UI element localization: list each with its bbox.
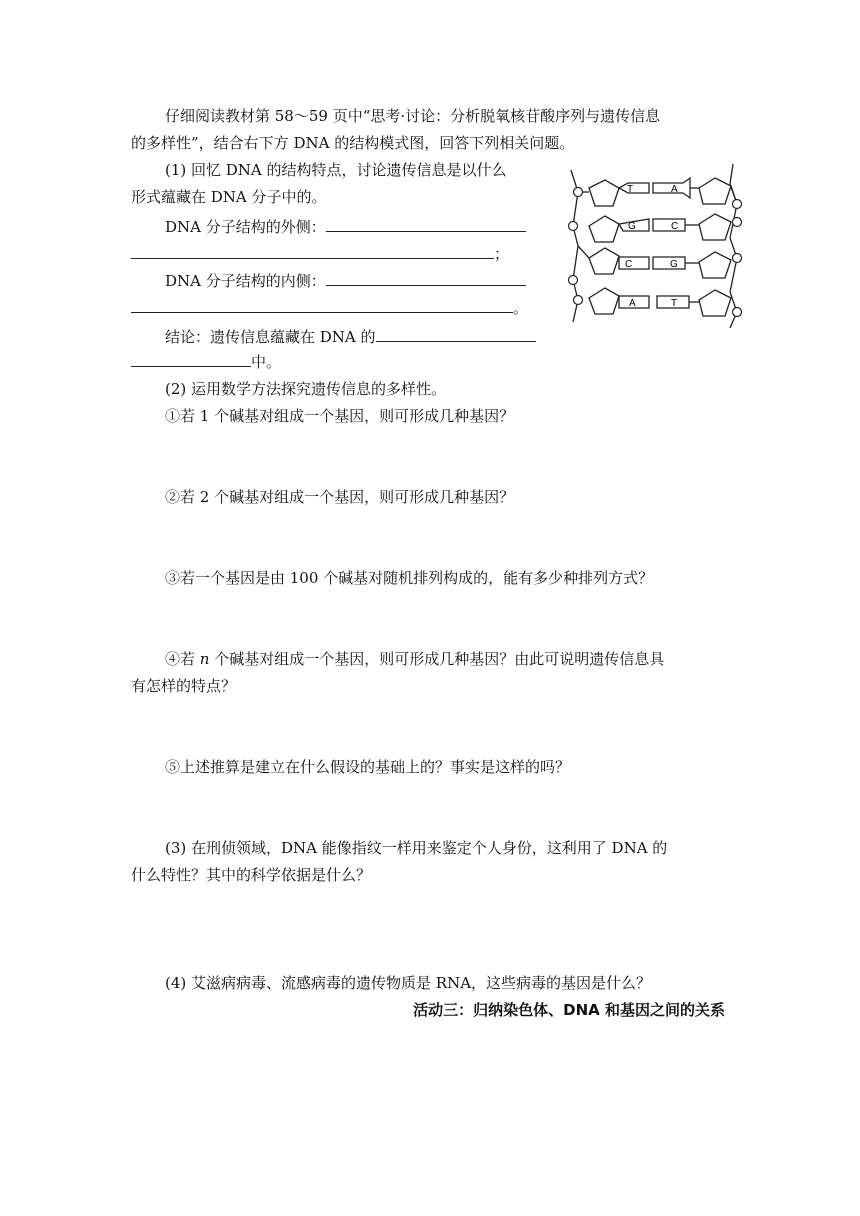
activity-heading: 活动三：归纳染色体、DNA 和基因之间的关系: [413, 1001, 725, 1019]
q1-conclusion-label: 结论：遗传信息蕴藏在 DNA 的: [165, 328, 376, 346]
phosphate-circle: [574, 296, 583, 305]
base-label-a: A: [629, 298, 636, 309]
q1-conclusion-row: [165, 326, 536, 348]
q1-conclusion-end: 中。: [251, 353, 282, 371]
q1-outer-blank-2[interactable]: [131, 243, 494, 259]
intro-line-2: 的多样性”，结合右下方 DNA 的结构模式图，回答下列相关问题。: [131, 134, 575, 152]
base-label-c: C: [625, 259, 633, 270]
q1-inner-row-2: [131, 297, 528, 319]
q1-conclusion-blank-2[interactable]: [131, 351, 251, 367]
q1-conclusion-blank-1[interactable]: [376, 326, 536, 342]
base-pair-row-1: [578, 178, 737, 206]
phosphate-circle: [733, 218, 742, 227]
base-label-t: T: [671, 298, 678, 309]
q2-sub-3: ③若一个基因是由 100 个碱基对随机排列构成的，能有多少种排列方式？: [165, 569, 654, 587]
q1-inner-label: DNA 分子结构的内侧：: [165, 272, 326, 290]
q4-line-1: (4) 艾滋病病毒、流感病毒的遗传物质是 RNA，这些病毒的基因是什么？: [165, 974, 652, 992]
q1-outer-row-2: [131, 243, 509, 265]
q3-line-2: 什么特性？其中的科学依据是什么？: [131, 866, 372, 884]
phosphate-circle: [569, 222, 578, 231]
q1-line-1: (1) 回忆 DNA 的结构特点，讨论遗传信息是以什么: [165, 161, 507, 179]
base-label-c: C: [671, 221, 679, 232]
base-pair-row-3: [578, 246, 731, 278]
q1-outer-blank-1[interactable]: [326, 216, 526, 232]
q1-inner-end: 。: [513, 299, 529, 317]
q1-outer-row: [165, 216, 526, 238]
q1-line-2: 形式蕴藏在 DNA 分子中的。: [131, 188, 327, 206]
base-label-g: G: [670, 259, 678, 270]
q2-sub-4-variable: n: [199, 650, 210, 668]
base-label-a: A: [671, 184, 678, 195]
base-pair-row-2: [589, 214, 731, 242]
q1-conclusion-row-2: [131, 351, 281, 373]
base-pair-row-4: [589, 288, 731, 316]
q2-sub-4: [165, 648, 664, 670]
q2-title: (2) 运用数学方法探究遗传信息的多样性。: [165, 380, 447, 398]
q2-sub-4-text: 个碱基对组成一个基因，则可形成几种基因？由此可说明遗传信息具: [209, 650, 665, 668]
q2-sub-4-prefix: ④若: [165, 650, 200, 668]
q1-inner-blank-2[interactable]: [131, 297, 513, 313]
dna-structure-diagram: [553, 158, 753, 338]
phosphate-circle: [733, 200, 742, 209]
q2-sub-5: ⑤上述推算是建立在什么假设的基础上的？事实是这样的吗？: [165, 758, 571, 776]
q2-sub-1: ①若 1 个碱基对组成一个基因，则可形成几种基因？: [165, 407, 515, 425]
q1-outer-end: ；: [494, 245, 510, 263]
intro-line-1: 仔细阅读教材第 58～59 页中“思考·讨论：分析脱氧核苷酸序列与遗传信息: [165, 107, 661, 125]
q2-sub-2: ②若 2 个碱基对组成一个基因，则可形成几种基因？: [165, 488, 515, 506]
q1-inner-row: [165, 270, 526, 292]
phosphate-circle: [569, 276, 578, 285]
phosphate-circle: [574, 188, 583, 197]
q1-inner-blank-1[interactable]: [326, 270, 526, 286]
base-label-g: G: [628, 221, 636, 232]
base-label-t: T: [627, 184, 634, 195]
q1-outer-label: DNA 分子结构的外侧：: [165, 218, 326, 236]
q2-sub-4-line-2: 有怎样的特点？: [131, 677, 237, 695]
phosphate-circle: [733, 254, 742, 263]
phosphate-circle: [733, 308, 742, 317]
q3-line-1: (3) 在刑侦领域，DNA 能像指纹一样用来鉴定个人身份，这利用了 DNA 的: [165, 839, 668, 857]
